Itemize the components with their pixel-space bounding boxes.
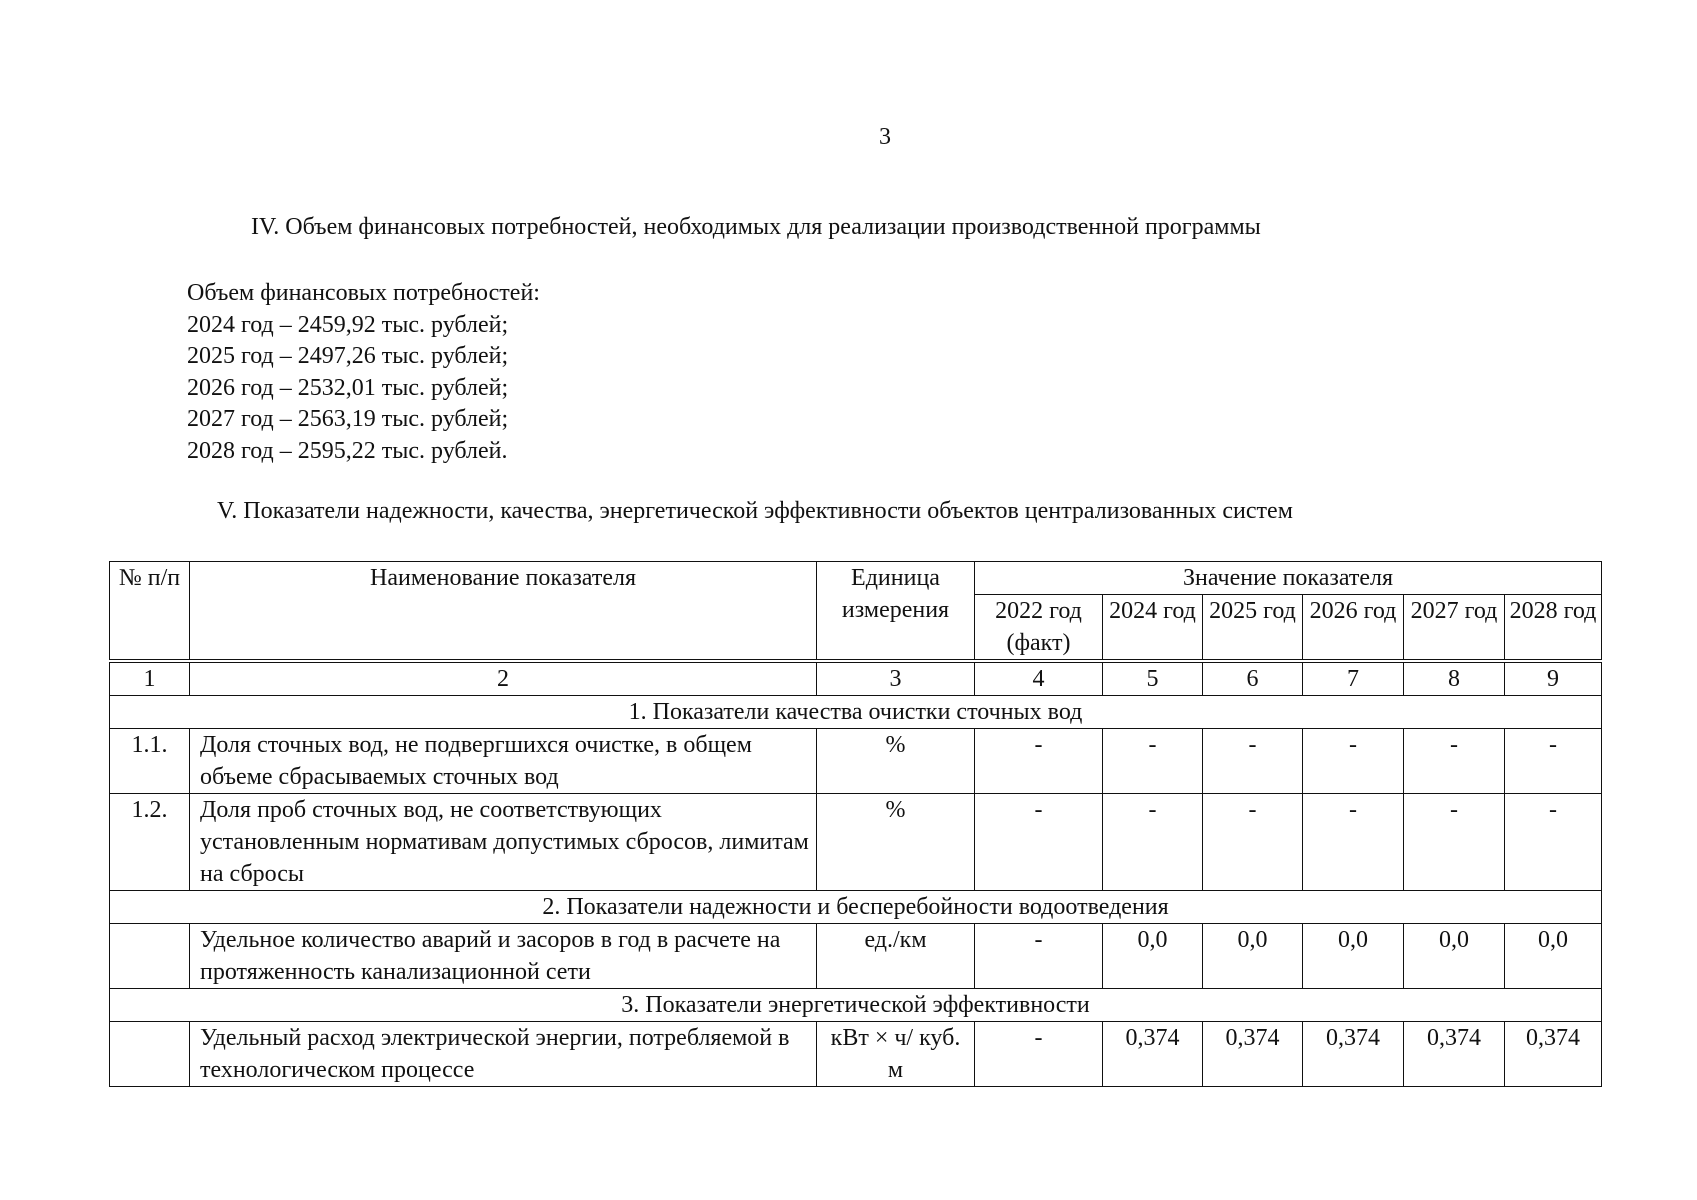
row-value: - (1505, 794, 1602, 891)
financial-needs-2027: 2027 год – 2563,19 тыс. рублей; (187, 406, 509, 432)
financial-needs-2025: 2025 год – 2497,26 тыс. рублей; (187, 343, 509, 369)
row-value: - (1404, 794, 1505, 891)
row-value: - (1404, 729, 1505, 794)
row-unit: % (817, 794, 975, 891)
header-year-2028: 2028 год (1505, 595, 1602, 662)
row-name: Удельный расход электрической энергии, потребляемой в технологическом процессе (190, 1022, 817, 1087)
header-year-2025: 2025 год (1203, 595, 1303, 662)
row-num: 1.1. (110, 729, 190, 794)
column-number: 1 (110, 661, 190, 696)
header-unit: Единица измерения (817, 562, 975, 662)
row-value: - (1103, 729, 1203, 794)
financial-needs-heading: Объем финансовых потребностей: (187, 280, 540, 306)
row-num: 1.2. (110, 794, 190, 891)
row-value: 0,374 (1303, 1022, 1404, 1087)
indicators-table (109, 561, 1602, 1087)
row-value: 0,0 (1103, 924, 1203, 989)
page-number: 3 (879, 124, 891, 150)
row-value: - (1203, 794, 1303, 891)
column-number: 9 (1505, 661, 1602, 696)
row-name: Доля проб сточных вод, не соответствующих установленным нормативам допустимых сбросов, лимитам на сбросы (190, 794, 817, 891)
header-num: № п/п (110, 562, 190, 662)
column-number: 6 (1203, 661, 1303, 696)
row-value: 0,0 (1404, 924, 1505, 989)
column-number: 7 (1303, 661, 1404, 696)
row-value: - (975, 729, 1103, 794)
column-number: 3 (817, 661, 975, 696)
column-number: 8 (1404, 661, 1505, 696)
financial-needs-block (187, 278, 540, 467)
header-year-2022: 2022 год (факт) (975, 595, 1103, 662)
table-row (110, 729, 1602, 794)
row-value: 0,374 (1404, 1022, 1505, 1087)
column-number-row (110, 661, 1602, 696)
group-2-title: 2. Показатели надежности и бесперебойности водоотведения (110, 891, 1602, 924)
group-1-row (110, 696, 1602, 729)
header-year-2024: 2024 год (1103, 595, 1203, 662)
row-value: 0,0 (1505, 924, 1602, 989)
column-number: 4 (975, 661, 1103, 696)
group-1-title: 1. Показатели качества очистки сточных вод (110, 696, 1602, 729)
row-value: - (975, 1022, 1103, 1087)
header-year-2027: 2027 год (1404, 595, 1505, 662)
column-number: 5 (1103, 661, 1203, 696)
row-value: 0,374 (1103, 1022, 1203, 1087)
financial-needs-2028: 2028 год – 2595,22 тыс. рублей. (187, 437, 508, 464)
table-row (110, 1022, 1602, 1087)
header-year-2026: 2026 год (1303, 595, 1404, 662)
row-unit: % (817, 729, 975, 794)
row-value: - (975, 794, 1103, 891)
group-2-row (110, 891, 1602, 924)
row-value: - (975, 924, 1103, 989)
row-name: Доля сточных вод, не подвергшихся очистке, в общем объеме сбрасываемых сточных вод (190, 729, 817, 794)
row-value: - (1303, 794, 1404, 891)
financial-needs-2026: 2026 год – 2532,01 тыс. рублей; (187, 374, 509, 401)
row-unit: ед./км (817, 924, 975, 989)
header-value-group: Значение показателя (975, 562, 1602, 595)
row-value: - (1303, 729, 1404, 794)
column-number: 2 (190, 661, 817, 696)
table-row (110, 794, 1602, 891)
row-value: 0,0 (1303, 924, 1404, 989)
row-value: 0,374 (1203, 1022, 1303, 1087)
row-value: - (1505, 729, 1602, 794)
section-5-title: V. Показатели надежности, качества, энергетической эффективности объектов централизованных систем (217, 498, 1293, 524)
row-value: - (1103, 794, 1203, 891)
row-num (110, 1022, 190, 1087)
section-4-title: IV. Объем финансовых потребностей, необходимых для реализации производственной программы (251, 214, 1261, 240)
row-value: - (1203, 729, 1303, 794)
header-name: Наименование показателя (190, 562, 817, 662)
row-value: 0,374 (1505, 1022, 1602, 1087)
group-3-row (110, 989, 1602, 1022)
group-3-title: 3. Показатели энергетической эффективности (110, 989, 1602, 1022)
table-row (110, 924, 1602, 989)
row-name: Удельное количество аварий и засоров в год в расчете на протяженность канализационной сети (190, 924, 817, 989)
row-num (110, 924, 190, 989)
financial-needs-2024: 2024 год – 2459,92 тыс. рублей; (187, 311, 509, 338)
row-unit: кВт × ч/ куб. м (817, 1022, 975, 1087)
row-value: 0,0 (1203, 924, 1303, 989)
